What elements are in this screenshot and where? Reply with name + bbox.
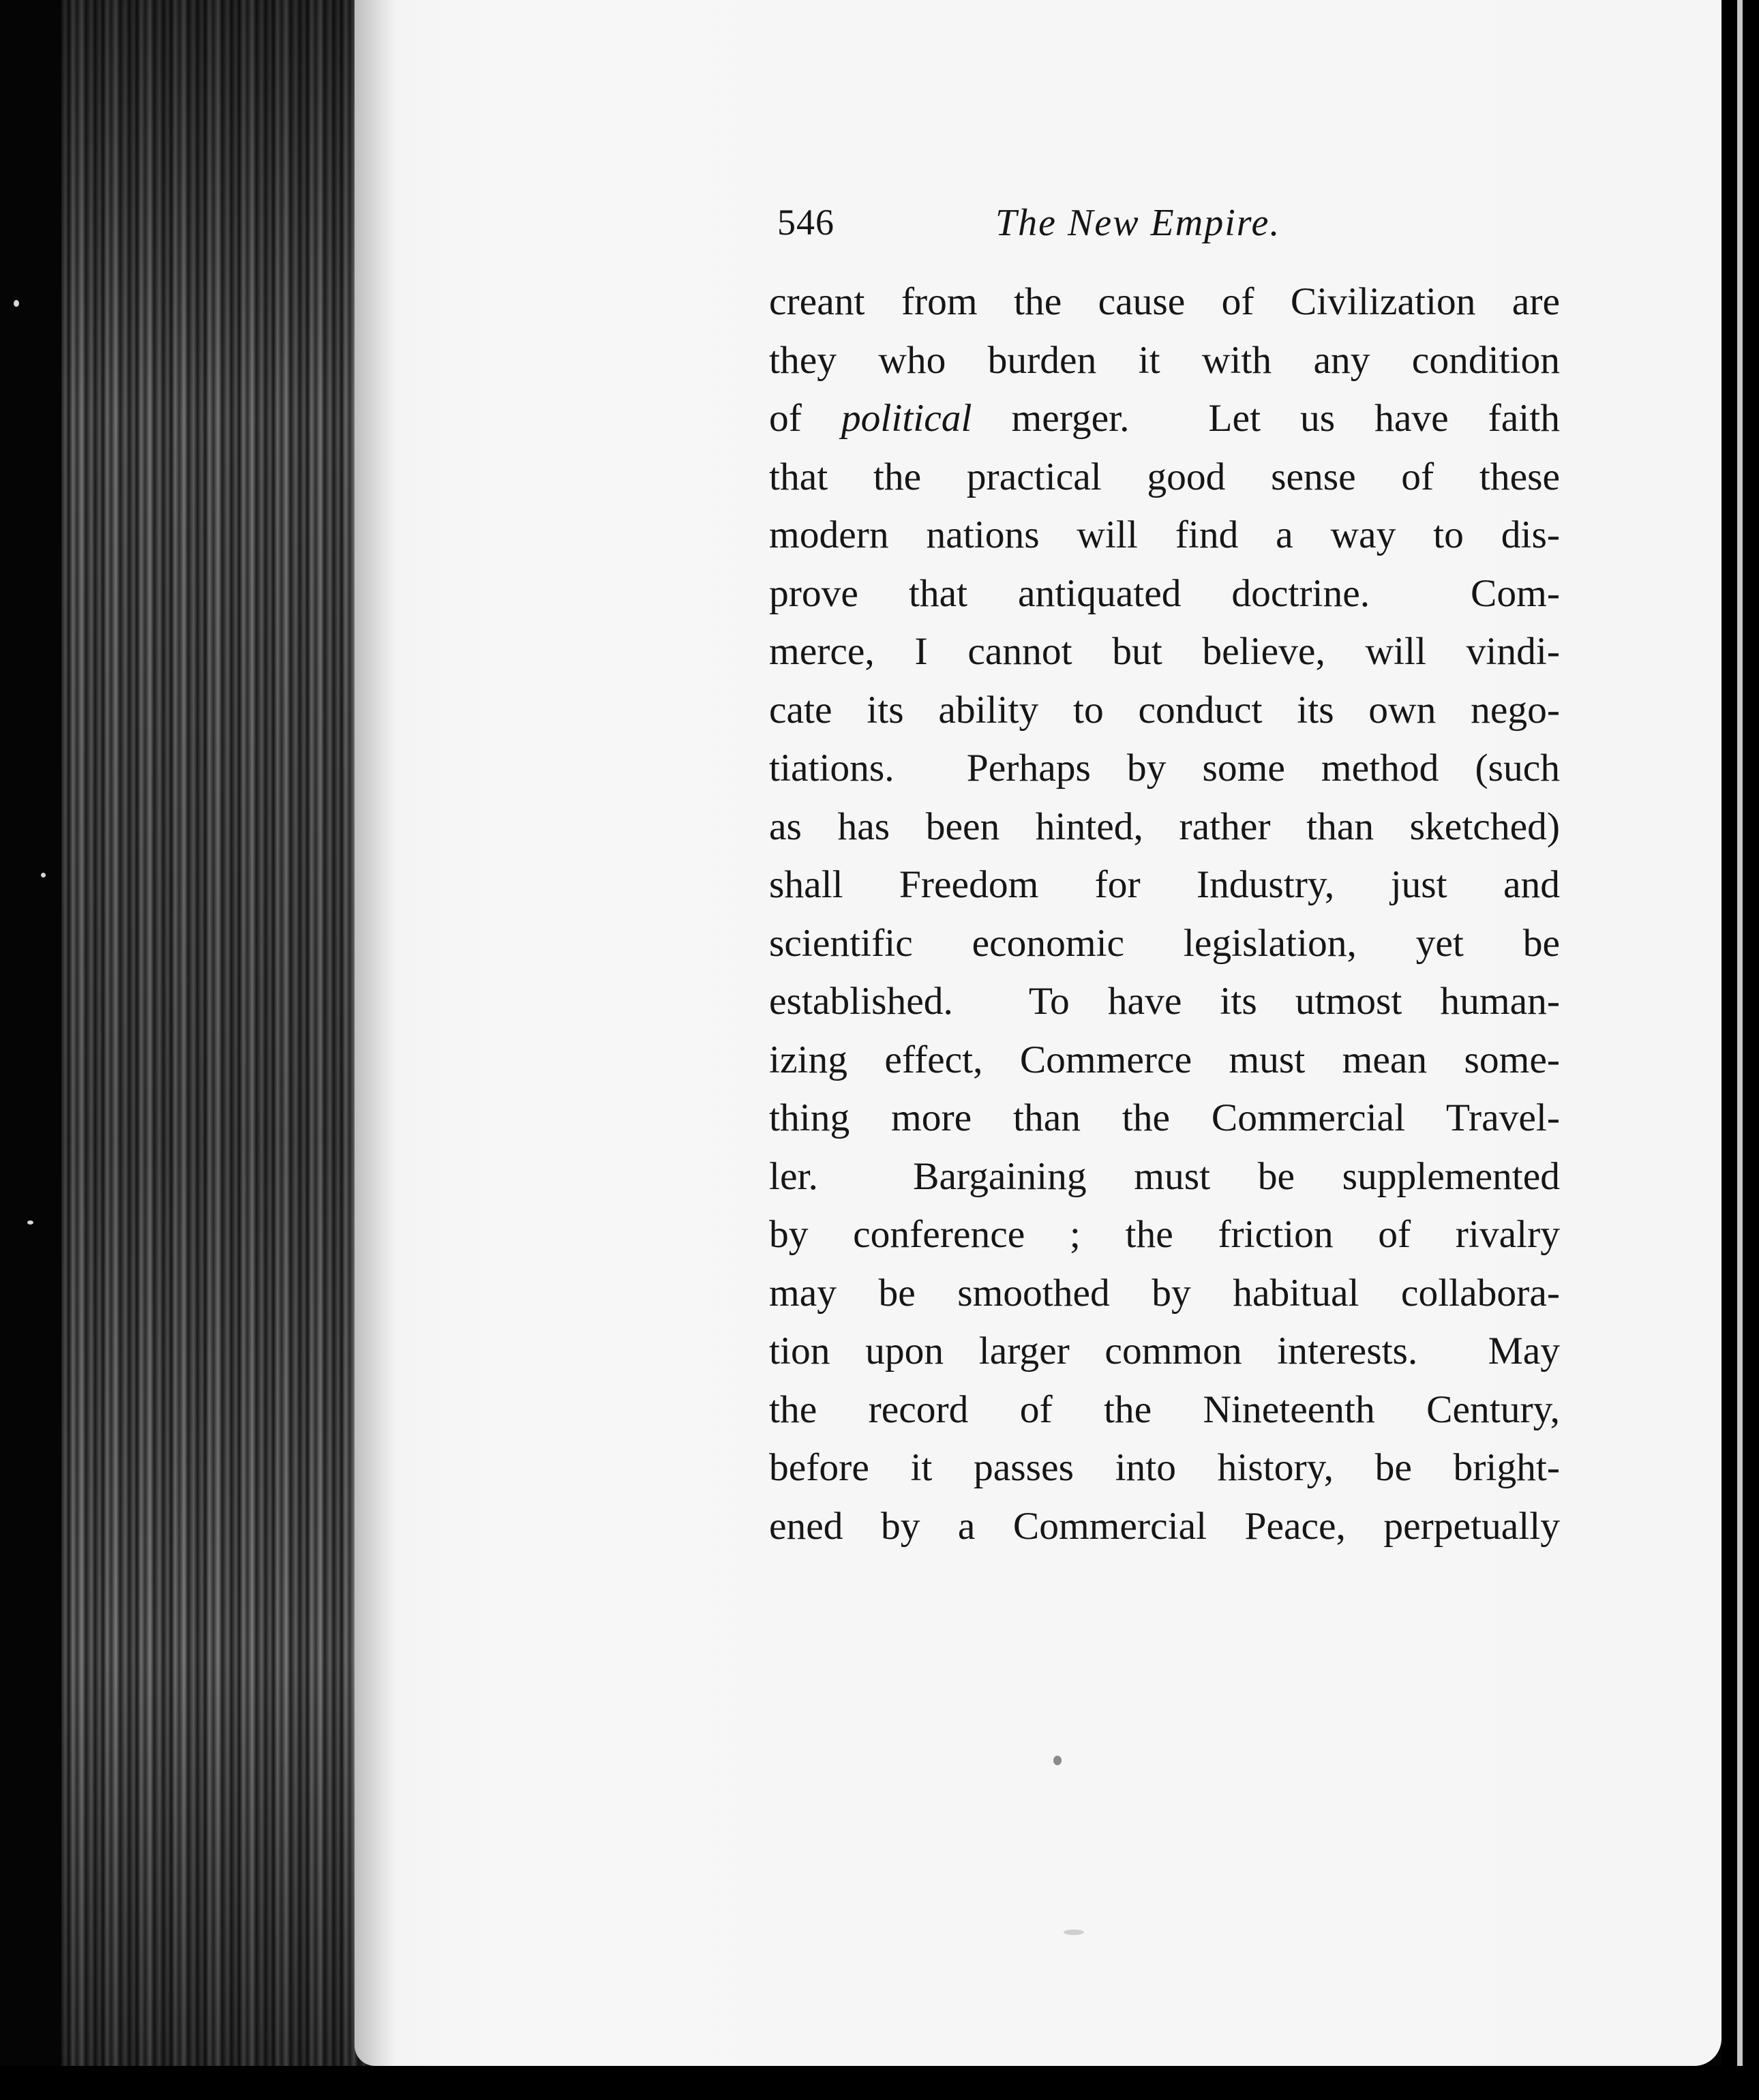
right-page-edge (1737, 0, 1743, 2100)
text-line (769, 1031, 1560, 1090)
text-segment: merger. Let us have faith (972, 397, 1560, 440)
text-line (769, 273, 1560, 331)
text-line (769, 565, 1560, 623)
text-segment: creant from the cause of Civilization are (769, 280, 1560, 323)
text-segment: shall Freedom for Industry, just and (769, 863, 1560, 906)
text-line (769, 856, 1560, 914)
text-segment: by conference ; the friction of rivalry (769, 1213, 1560, 1256)
text-line (769, 448, 1560, 507)
scan-speck (1053, 1756, 1062, 1765)
text-line (769, 389, 1560, 448)
italic-word: political (841, 397, 972, 440)
text-line (769, 1205, 1560, 1264)
text-segment: modern nations will find a way to dis- (769, 513, 1560, 556)
text-line (769, 622, 1560, 681)
page-gutter-shadow (355, 0, 395, 2066)
text-segment: merce, I cannot but believe, will vindi- (769, 630, 1560, 673)
running-head (777, 201, 1377, 256)
text-line (769, 681, 1560, 740)
text-segment: they who burden it with any condition (769, 338, 1560, 382)
text-segment: that the practical good sense of these (769, 455, 1560, 498)
page-title: The New Empire. (995, 202, 1281, 244)
text-line (769, 1148, 1560, 1206)
text-line (769, 1264, 1560, 1323)
text-line (769, 1322, 1560, 1381)
text-segment: tion upon larger common interests. May (769, 1330, 1560, 1372)
text-segment: as has been hinted, rather than sketched) (769, 805, 1560, 848)
scan-speck (14, 300, 19, 307)
text-segment: the record of the Nineteenth Century, (769, 1388, 1560, 1431)
bottom-scan-border (0, 2066, 1759, 2100)
text-line (769, 1089, 1560, 1148)
text-segment: thing more than the Commercial Travel- (769, 1096, 1560, 1139)
text-segment: ler. Bargaining must be supplemented (769, 1154, 1560, 1198)
text-line (769, 914, 1560, 973)
text-segment: cate its ability to conduct its own nego- (769, 688, 1560, 732)
text-line (769, 1439, 1560, 1497)
text-line (769, 972, 1560, 1031)
text-line (769, 1381, 1560, 1439)
text-line (769, 1497, 1560, 1556)
text-line (769, 739, 1560, 798)
text-line (769, 331, 1560, 390)
body-text (769, 273, 1560, 1555)
text-segment: prove that antiquated doctrine. Com- (769, 571, 1560, 615)
text-segment: tiations. Perhaps by some method (such (769, 747, 1560, 790)
scan-speck (1064, 1930, 1084, 1935)
text-segment: ened by a Commercial Peace, perpetually (769, 1504, 1560, 1548)
text-segment: izing effect, Commerce must mean some- (769, 1038, 1560, 1081)
scan-speck (27, 1220, 33, 1225)
text-segment: scientific economic legislation, yet be (769, 921, 1560, 965)
text-segment: before it passes into history, be bright- (769, 1446, 1560, 1489)
text-line (769, 798, 1560, 856)
book-edge-shadow (61, 0, 368, 2073)
text-segment: of (769, 397, 841, 440)
text-segment: established. To have its utmost human- (769, 980, 1560, 1023)
text-line (769, 506, 1560, 565)
scan-speck (41, 873, 46, 877)
text-segment: may be smoothed by habitual collabora- (769, 1271, 1560, 1315)
page-number: 546 (777, 202, 835, 243)
